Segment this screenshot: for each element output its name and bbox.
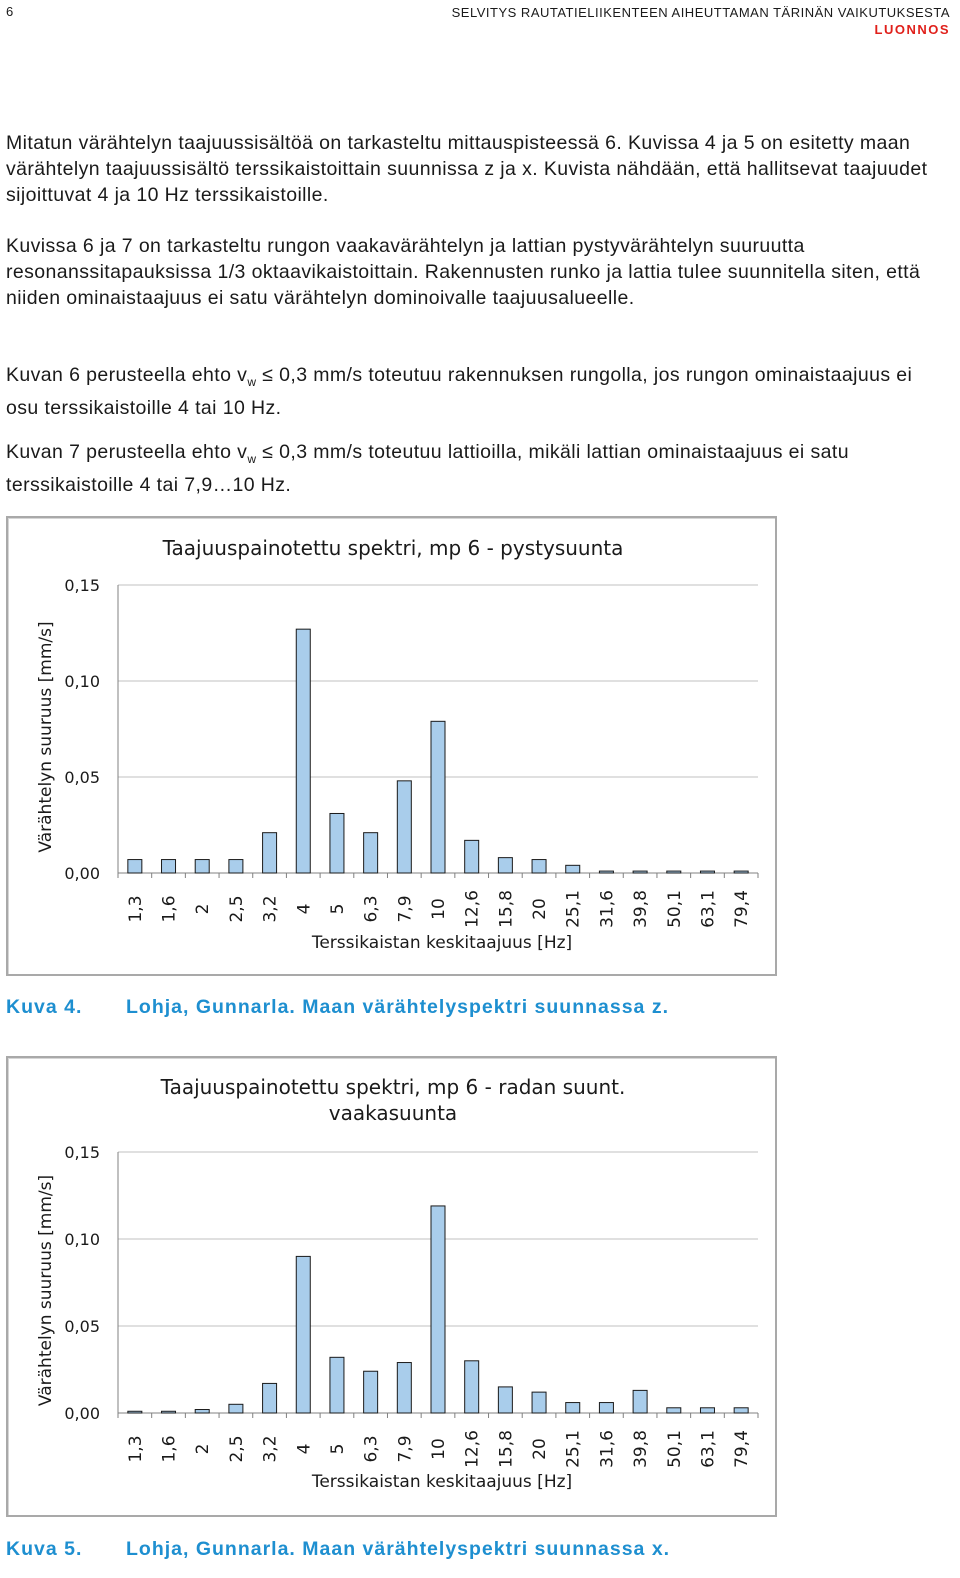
x-tick-label: 15,8 (496, 1430, 517, 1468)
x-tick-label: 20 (530, 1438, 551, 1460)
bar (667, 1408, 681, 1413)
x-tick-label: 2 (193, 903, 214, 915)
bar (431, 1206, 445, 1413)
bar (195, 860, 209, 873)
bar (397, 781, 411, 873)
x-tick-label: 2 (193, 1443, 214, 1455)
x-tick-label: 63,1 (698, 890, 719, 928)
x-tick-label: 7,9 (395, 895, 416, 923)
x-tick-label: 79,4 (732, 890, 753, 928)
y-tick-label: 0,05 (64, 1317, 100, 1336)
bar (532, 1392, 546, 1413)
y-tick-label: 0,15 (64, 576, 100, 595)
caption-number: Kuva 5. (6, 1538, 83, 1560)
paragraph-1: Mitatun värähtelyn taajuussisältöä on tarkasteltu mittauspisteessä 6. Kuvissa 4 ja 5 on esitetty maan värähtelyn taajuussisältö terssikaistoittain suunnissa z ja x. Kuvista nähdään, että hallitsevat taajuudet sijoittuvat 4 ja 10 Hz terssikaistoille. (6, 132, 928, 206)
bar (633, 1390, 647, 1413)
x-tick-label: 31,6 (597, 1430, 618, 1468)
bar (700, 1408, 714, 1413)
x-axis-label: Terssikaistan keskitaajuus [Hz] (311, 1472, 573, 1492)
x-tick-label: 1,6 (159, 895, 180, 923)
bar (633, 871, 647, 873)
x-tick-label: 5 (327, 1443, 348, 1455)
bar (263, 1383, 277, 1413)
y-tick-label: 0,10 (64, 672, 100, 691)
x-tick-label: 5 (327, 903, 348, 915)
x-tick-label: 10 (429, 1438, 449, 1460)
document-title: SELVITYS RAUTATIELIIKENTEEN AIHEUTTAMAN TÄRINÄN VAIKUTUKSESTA (451, 5, 950, 20)
x-axis-label: Terssikaistan keskitaajuus [Hz] (311, 933, 573, 953)
x-tick-label: 12,6 (462, 890, 483, 928)
bar (532, 860, 546, 873)
x-tick-label: 39,8 (631, 1430, 652, 1468)
paragraph-4: Kuvan 7 perusteella ehto $v_w \le 0,3$ mm/s toteutuu lattioilla, mikäli lattian ominaistaajuus ei satu terssikaistoille 4 tai 7,9…10 Hz. (6, 441, 849, 496)
page-header (452, 4, 950, 38)
paragraph-2: Kuvissa 6 ja 7 on tarkasteltu rungon vaakavärähtelyn ja lattian pystyvärähtelyn suuruutta resonanssitapauksissa 1/3 oktaavikaistoittain. Rakennusten runko ja lattia tulee suunnitella siten, että niiden ominaistaajuus ei satu värähtelyn dominoivalle taajuusalueelle. (6, 235, 921, 309)
chart-title: Taajuuspainotettu spektri, mp 6 - radan suunt. (160, 1075, 626, 1099)
y-axis-label: Värähtelyn suuruus [mm/s] (36, 621, 56, 853)
bar (566, 865, 580, 873)
chart-horizontal-spectrum (6, 1056, 777, 1517)
figure-caption-5 (6, 1538, 670, 1561)
bar (498, 1387, 512, 1413)
bar (229, 1404, 243, 1413)
bar (364, 1371, 378, 1413)
bar (566, 1403, 580, 1413)
bar (465, 840, 479, 873)
bar (498, 858, 512, 873)
x-tick-label: 31,6 (597, 890, 618, 928)
bar (229, 860, 243, 873)
figure-caption-4 (6, 996, 669, 1019)
chart-title: Taajuuspainotettu spektri, mp 6 - pystysuunta (162, 536, 624, 560)
bar (330, 1357, 344, 1413)
draft-status: LUONNOS (874, 22, 950, 37)
bar (465, 1361, 479, 1413)
chart-vertical-spectrum (6, 516, 777, 976)
bar (296, 629, 310, 873)
x-tick-label: 12,6 (462, 1430, 483, 1468)
bar (263, 833, 277, 873)
bar (599, 871, 613, 873)
bar (195, 1410, 209, 1413)
bar (162, 860, 176, 873)
y-axis-label: Värähtelyn suuruus [mm/s] (36, 1174, 56, 1407)
bar (364, 833, 378, 873)
x-tick-label: 4 (294, 1443, 315, 1455)
x-tick-label: 20 (530, 898, 551, 920)
y-tick-label: 0,15 (64, 1143, 100, 1162)
x-tick-label: 79,4 (732, 1430, 753, 1468)
bar (397, 1363, 411, 1413)
x-tick-label: 63,1 (698, 1430, 719, 1468)
y-tick-label: 0,00 (64, 1404, 100, 1423)
x-tick-label: 10 (429, 898, 449, 920)
x-tick-label: 39,8 (631, 890, 652, 928)
bar (296, 1256, 310, 1413)
bar (128, 1411, 142, 1413)
x-tick-label: 2,5 (226, 895, 247, 923)
bar (128, 860, 142, 873)
y-tick-label: 0,05 (64, 768, 100, 787)
chart-svg (8, 518, 775, 974)
page-number: 6 (6, 4, 14, 19)
x-tick-label: 3,2 (260, 1435, 281, 1463)
bar (667, 871, 681, 873)
x-tick-label: 3,2 (260, 895, 281, 923)
x-tick-label: 7,9 (395, 1435, 416, 1463)
caption-text: Lohja, Gunnarla. Maan värähtelyspektri suunnassa z. (126, 996, 669, 1018)
paragraph-3: Kuvan 6 perusteella ehto $v_w \le 0,3$ mm/s toteutuu rakennuksen rungolla, jos rungon ominaistaajuus ei osu terssikaistoille 4 tai 10 Hz. (6, 364, 913, 419)
caption-number: Kuva 4. (6, 996, 83, 1018)
chart-svg (8, 1058, 775, 1515)
x-tick-label: 15,8 (496, 890, 517, 928)
x-tick-label: 25,1 (563, 1430, 584, 1468)
y-tick-label: 0,10 (64, 1230, 100, 1249)
x-tick-label: 6,3 (361, 1435, 382, 1463)
bar (734, 1408, 748, 1413)
x-tick-label: 25,1 (563, 890, 584, 928)
x-tick-label: 4 (294, 903, 315, 915)
x-tick-label: 2,5 (226, 1435, 247, 1463)
x-tick-label: 1,3 (125, 1435, 146, 1463)
x-tick-label: 50,1 (664, 1430, 685, 1468)
caption-text: Lohja, Gunnarla. Maan värähtelyspektri suunnassa x. (126, 1538, 671, 1560)
bar (599, 1403, 613, 1413)
x-tick-label: 50,1 (664, 890, 685, 928)
bar (330, 813, 344, 873)
x-tick-label: 6,3 (361, 895, 382, 923)
bar (431, 721, 445, 873)
bar (162, 1411, 176, 1413)
bar (700, 871, 714, 873)
x-tick-label: 1,6 (159, 1435, 180, 1463)
bar (734, 871, 748, 873)
y-tick-label: 0,00 (64, 864, 100, 883)
chart-title: vaakasuunta (328, 1101, 458, 1125)
x-tick-label: 1,3 (125, 895, 146, 923)
